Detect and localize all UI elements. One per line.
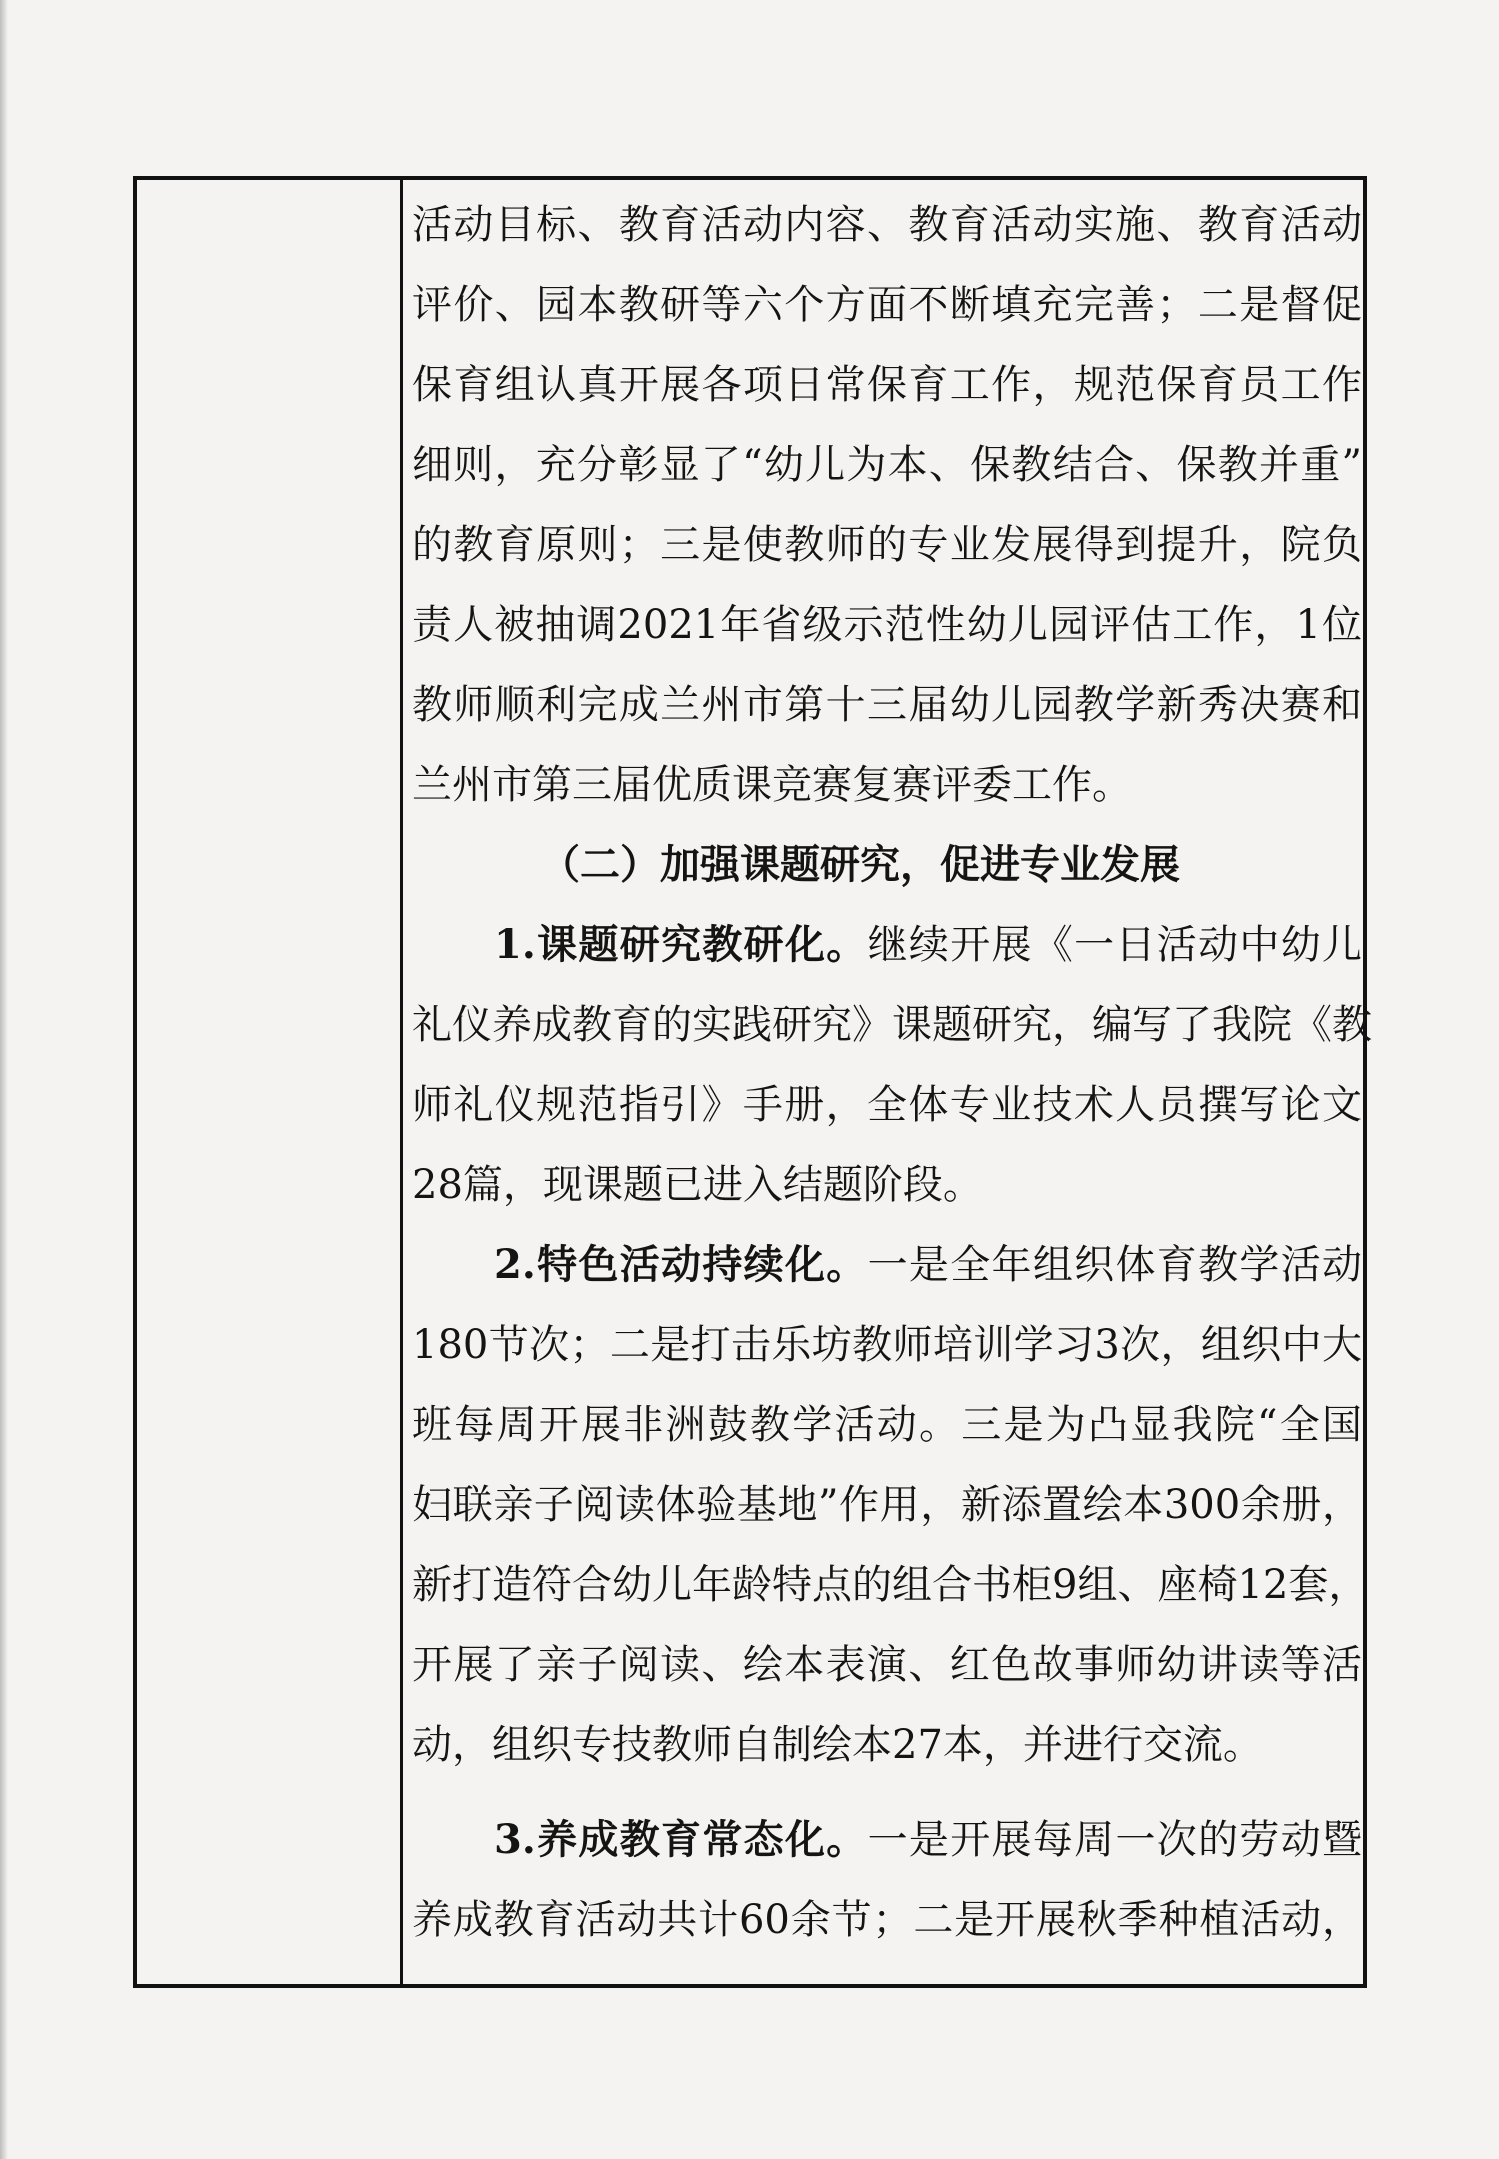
text-line: 保育组认真开展各项日常保育工作，规范保育员工作 (412, 362, 1362, 408)
item-2-title: 2.特色活动持续化。 (494, 1241, 868, 1288)
text-line: 新打造符合幼儿年龄特点的组合书柜9组、座椅12套， (412, 1562, 1369, 1608)
text-line: 教师顺利完成兰州市第十三届幼儿园教学新秀决赛和 (412, 682, 1362, 728)
item-1-title: 1.课题研究教研化。 (494, 921, 868, 968)
text-line: 28篇，现课题已进入结题阶段。 (412, 1162, 983, 1208)
text-line: 动，组织专技教师自制绘本27本，并进行交流。 (412, 1722, 1263, 1768)
text-line: 活动目标、教育活动内容、教育活动实施、教育活动 (412, 202, 1362, 248)
text-line: 养成教育活动共计60余节；二是开展秋季种植活动， (412, 1897, 1362, 1943)
text-line: 兰州市第三届优质课竞赛复赛评委工作。 (412, 762, 1132, 808)
table-label-cell (137, 180, 403, 1984)
item-3-first-line (412, 1800, 1362, 1880)
item-1-text: 继续开展《一日活动中幼儿 (867, 922, 1363, 968)
text-line: 礼仪养成教育的实践研究》课题研究，编写了我院《教 (412, 1002, 1372, 1048)
form-table (133, 176, 1372, 1988)
item-1-first-line (412, 905, 1362, 985)
item-3-title: 3.养成教育常态化。 (494, 1816, 868, 1863)
text-line: 的教育原则；三是使教师的专业发展得到提升，院负 (412, 522, 1362, 568)
text-line: 班每周开展非洲鼓教学活动。三是为凸显我院“全国 (412, 1402, 1362, 1448)
text-line: 师礼仪规范指引》手册，全体专业技术人员撰写论文 (412, 1082, 1362, 1128)
item-2-first-line (412, 1225, 1362, 1305)
text-line: 细则，充分彰显了“幼儿为本、保教结合、保教并重” (412, 442, 1362, 488)
item-3-text: 一是开展每周一次的劳动暨 (867, 1817, 1363, 1863)
section-heading: （二）加强课题研究，促进专业发展 (540, 841, 1180, 888)
text-line: 妇联亲子阅读体验基地”作用，新添置绘本300余册， (412, 1482, 1362, 1528)
page-edge-shadow (0, 0, 8, 2159)
item-2-text: 一是全年组织体育教学活动 (867, 1242, 1363, 1288)
text-line: 开展了亲子阅读、绘本表演、红色故事师幼讲读等活 (412, 1642, 1362, 1688)
text-line: 评价、园本教研等六个方面不断填充完善；二是督促 (412, 282, 1362, 328)
text-line: 责人被抽调2021年省级示范性幼儿园评估工作，1位 (412, 602, 1362, 648)
text-line: 180节次；二是打击乐坊教师培训学习3次，组织中大 (412, 1322, 1362, 1368)
